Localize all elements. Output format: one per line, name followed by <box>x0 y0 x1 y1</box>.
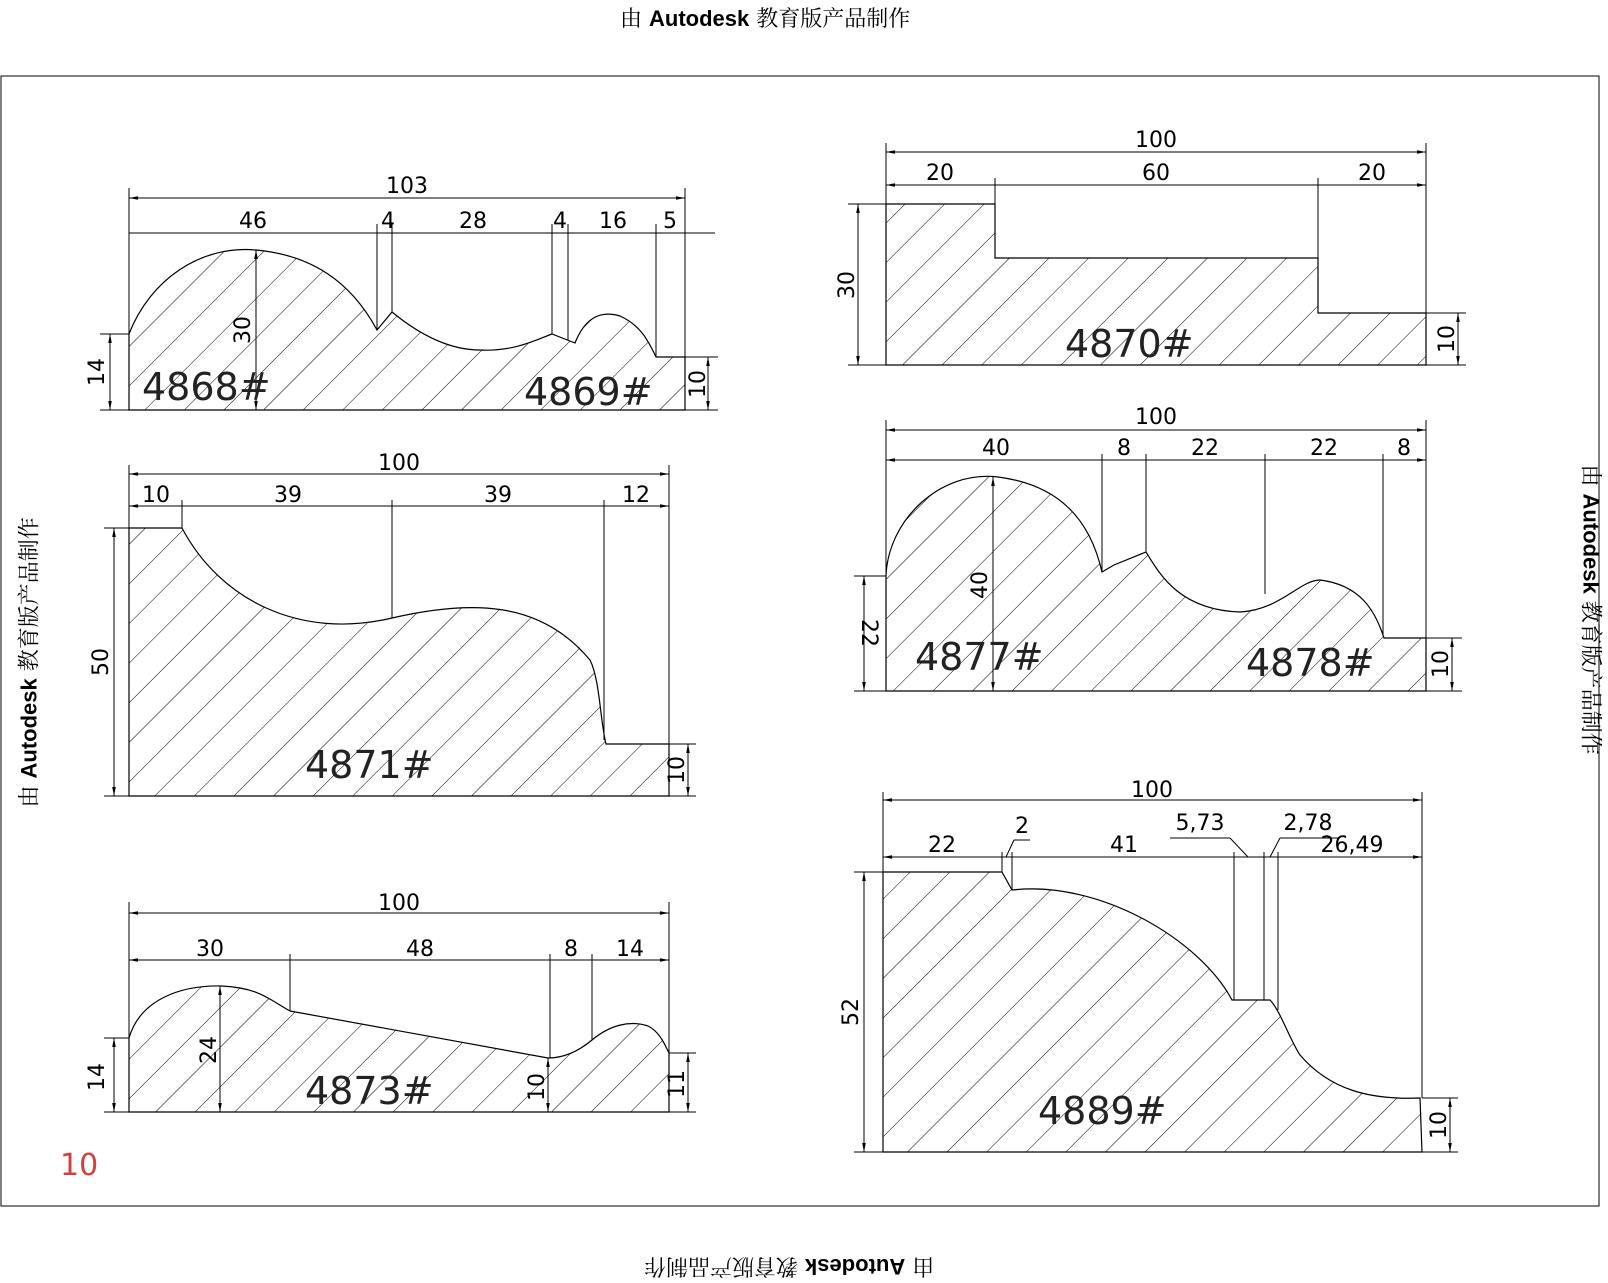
profile-code: 4877# <box>915 635 1044 679</box>
dim-seg: 41 <box>1110 833 1138 858</box>
watermark-bottom: 由 Autodesk 教育版产品制作 <box>644 1253 935 1279</box>
dim-total: 103 <box>386 174 428 199</box>
profile-code: 4878# <box>1246 641 1375 685</box>
dim-side: 30 <box>835 271 860 299</box>
dim-side: 22 <box>856 619 881 647</box>
watermark-left: 由 Autodesk 教育版产品制作 <box>16 517 43 808</box>
dim-seg: 2 <box>1015 814 1029 839</box>
dim-seg: 39 <box>484 483 512 508</box>
dim-seg: 40 <box>982 436 1010 461</box>
dim-side: 14 <box>85 1063 110 1091</box>
profile-4873 <box>85 891 696 1113</box>
watermark-top: 由 Autodesk 教育版产品制作 <box>620 6 911 32</box>
dim-seg: 20 <box>926 161 954 186</box>
profile-4871 <box>89 451 696 796</box>
profile-4868-4869 <box>85 174 718 414</box>
profile-code: 4870# <box>1065 322 1194 366</box>
dim-seg: 22 <box>1310 436 1338 461</box>
dim-seg: 4 <box>381 209 395 234</box>
dim-seg: 5 <box>663 209 677 234</box>
dim-seg: 8 <box>564 937 578 962</box>
profile-4889 <box>839 778 1458 1152</box>
dim-total: 100 <box>1131 778 1173 803</box>
profile-code: 4869# <box>524 370 653 414</box>
dim-side: 10 <box>665 756 690 784</box>
dim-seg: 4 <box>553 209 567 234</box>
watermark-right: 由 Autodesk 教育版产品制作 <box>1577 464 1604 755</box>
profile-code: 4868# <box>142 365 271 409</box>
dim-side: 14 <box>85 358 110 386</box>
dim-seg: 5,73 <box>1175 811 1225 836</box>
dim-side: 10 <box>1427 1111 1452 1139</box>
dim-seg: 20 <box>1358 161 1386 186</box>
dim-side: 10 <box>1435 325 1460 353</box>
dim-total: 100 <box>378 891 420 916</box>
profile-code: 4889# <box>1038 1089 1167 1133</box>
dim-total: 100 <box>378 451 420 476</box>
dim-seg: 48 <box>406 937 434 962</box>
dim-seg: 8 <box>1397 436 1411 461</box>
profile-code: 4871# <box>305 743 434 787</box>
dim-side: 10 <box>525 1073 550 1101</box>
profile-4877-4878 <box>854 405 1462 691</box>
dim-side: 40 <box>968 571 993 599</box>
dim-seg: 14 <box>616 937 644 962</box>
dim-seg: 46 <box>239 209 267 234</box>
page-number: 10 <box>60 1148 99 1183</box>
dim-side: 52 <box>839 998 864 1026</box>
dim-seg: 12 <box>622 483 650 508</box>
dim-seg: 28 <box>459 209 487 234</box>
dim-side: 50 <box>89 648 114 676</box>
dim-seg: 22 <box>928 833 956 858</box>
dim-total: 100 <box>1135 128 1177 153</box>
dim-total: 100 <box>1135 405 1177 430</box>
dim-seg: 60 <box>1142 161 1170 186</box>
dim-seg: 2,78 <box>1283 811 1333 836</box>
dim-seg: 8 <box>1117 436 1131 461</box>
dim-side: 10 <box>686 370 711 398</box>
dim-seg: 26,49 <box>1320 833 1384 858</box>
dim-side: 24 <box>197 1036 222 1064</box>
dim-seg: 22 <box>1191 436 1219 461</box>
dim-side: 30 <box>231 316 256 344</box>
dim-side: 11 <box>665 1070 690 1098</box>
dim-seg: 30 <box>196 937 224 962</box>
profile-4870 <box>835 128 1466 366</box>
dim-seg: 39 <box>274 483 302 508</box>
dim-seg: 10 <box>142 483 170 508</box>
profile-code: 4873# <box>305 1069 434 1113</box>
dim-seg: 16 <box>599 209 627 234</box>
dim-side: 10 <box>1429 650 1454 678</box>
